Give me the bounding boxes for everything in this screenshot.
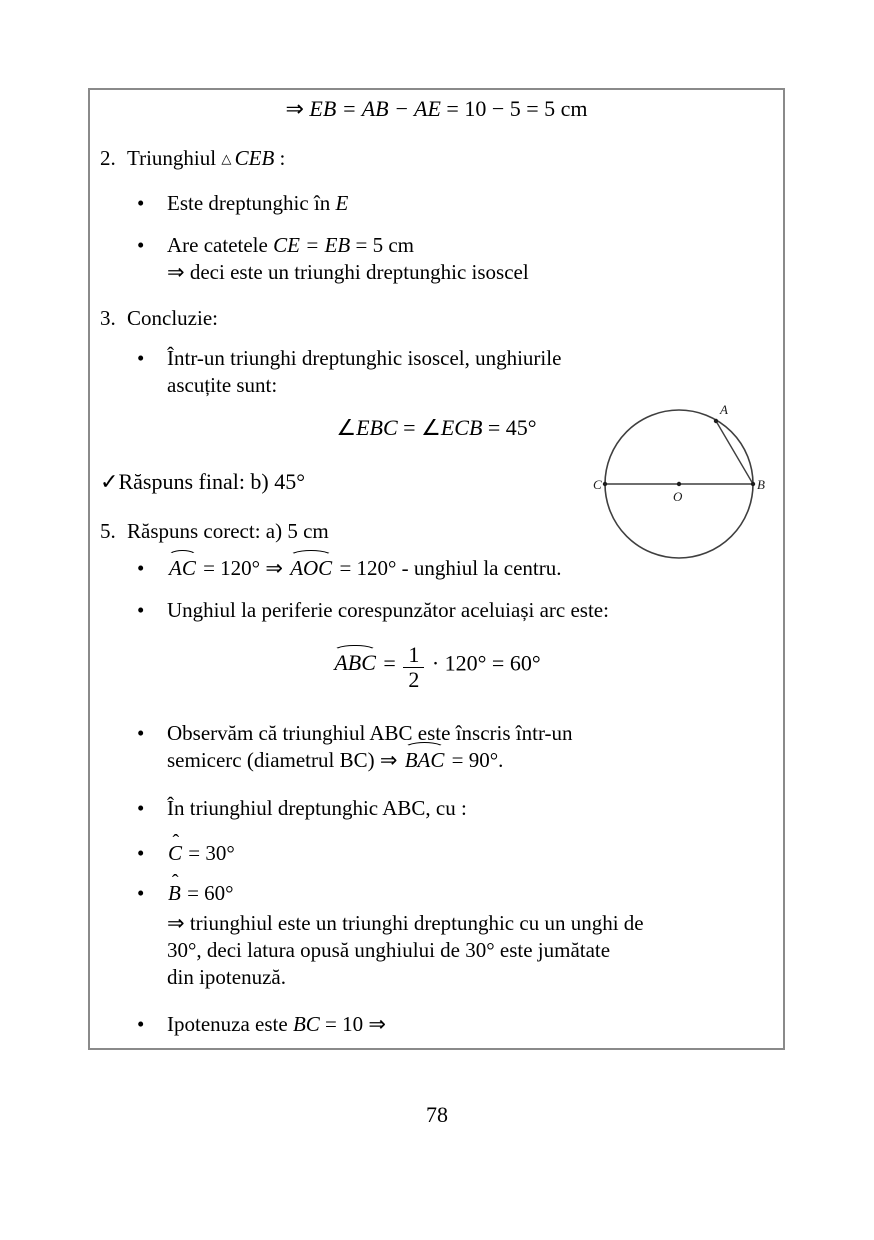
- item-3-heading: Concluzie:: [127, 306, 218, 331]
- point-a-dot: [714, 419, 718, 423]
- item-3-concluzie: [90, 305, 783, 332]
- solution-box: [88, 88, 785, 1050]
- arc-abc: ABC: [334, 650, 376, 676]
- bullet-unghi-periferie: [90, 597, 783, 624]
- equals: =: [377, 650, 402, 676]
- line-2: [167, 747, 783, 774]
- item-5-heading: Răspuns corect: a) 5 cm: [127, 519, 329, 544]
- text: semicerc (diametrul BC) ⇒: [167, 748, 403, 773]
- bullet-marker: •: [137, 556, 145, 581]
- bullet-semicerc: [90, 720, 783, 774]
- chord-ab: [716, 421, 753, 484]
- formula-abc-60: [90, 636, 783, 698]
- label-o: O: [673, 489, 683, 504]
- text: Este dreptunghic în: [167, 191, 336, 216]
- value: = 10 ⇒: [319, 1012, 386, 1037]
- math-vars: EB = AB − AE: [309, 96, 441, 121]
- conclusion-line-2: 30°, deci latura opusă unghiului de 30° este jumătate: [167, 938, 611, 963]
- value: = 45°: [482, 415, 537, 441]
- text: Are catetele: [167, 233, 274, 258]
- bullet-in-triunghiul: [90, 795, 783, 822]
- point-b-dot: [751, 482, 755, 486]
- bullet-text: În triunghiul dreptunghic ABC, cu :: [167, 796, 467, 821]
- isoscel-line: ⇒ deci este un triunghi dreptunghic isoscel: [167, 260, 529, 285]
- heading-text: Triunghiul: [127, 146, 222, 170]
- conclusion-line-3: din ipotenuză.: [167, 965, 286, 990]
- denominator: 2: [403, 667, 424, 692]
- label-a: A: [720, 402, 728, 417]
- catetele-line: [167, 232, 783, 259]
- bullet-ipotenuza: [90, 1011, 783, 1038]
- check-icon: ✓: [100, 469, 119, 495]
- hat-c: ˆ C: [167, 840, 183, 867]
- line-1: Observăm că triunghiul ABC este înscris într-un: [167, 721, 573, 746]
- bullet-marker: •: [137, 721, 145, 746]
- triangle-icon: △: [221, 151, 235, 167]
- bullet-text: [167, 720, 783, 774]
- value: = 30°: [183, 841, 235, 866]
- item-number: 5.: [100, 519, 116, 544]
- math-ceb: CEB: [234, 146, 275, 170]
- conclusion-line-1: ⇒ triunghiul este un triunghi dreptunghic cu un unghi de: [167, 911, 644, 936]
- angle-symbol: ∠: [421, 415, 441, 441]
- point-c-dot: [603, 482, 607, 486]
- bullet-text: [167, 232, 783, 286]
- circle-diagram: [593, 400, 771, 570]
- item-number: 3.: [100, 306, 116, 331]
- item-2-triunghiul: [90, 145, 783, 172]
- text: Ipotenuza este: [167, 1012, 293, 1037]
- angle-symbol: ∠: [336, 415, 357, 441]
- bullet-unghiuri-ascutite: [90, 345, 783, 399]
- item-number: 2.: [100, 146, 116, 170]
- math-e: E: [335, 191, 349, 216]
- equals: =: [397, 415, 422, 441]
- bullet-text: [167, 840, 783, 867]
- equation: = 120° ⇒: [197, 556, 289, 581]
- math-ebc: EBC: [356, 415, 398, 441]
- point-o-dot: [677, 482, 681, 486]
- label-b: B: [757, 477, 765, 492]
- bullet-marker: •: [137, 1012, 145, 1037]
- value: = 90°.: [446, 748, 504, 773]
- math-values: = 10 − 5 = 5 cm: [440, 96, 588, 121]
- arc-bac: BAC: [404, 748, 445, 773]
- math-bc: BC: [292, 1012, 320, 1037]
- line-1: Într-un triunghi dreptunghic isoscel, unghiurile: [167, 346, 562, 371]
- bullet-marker: •: [137, 598, 145, 623]
- bullet-marker: •: [137, 233, 145, 258]
- heading-colon: :: [274, 146, 286, 170]
- fraction-one-half: [401, 643, 426, 692]
- bullet-marker: •: [137, 796, 145, 821]
- bullet-text: Unghiul la periferie corespunzător aceluiași arc este:: [167, 598, 609, 623]
- bullet-catetele: [90, 232, 783, 286]
- hat-b: ˆ B: [167, 880, 182, 907]
- b-60-line: [167, 880, 783, 907]
- bullet-marker: •: [137, 841, 145, 866]
- item-2-heading: [127, 145, 285, 172]
- bullet-text: [167, 190, 783, 217]
- formula-eb-result: [90, 95, 783, 122]
- value: = 5 cm: [350, 233, 415, 258]
- math-ecb: ECB: [440, 415, 483, 441]
- bullet-dreptunghic-in-e: [90, 190, 783, 217]
- bullet-marker: •: [137, 346, 145, 371]
- value: · 120° = 60°: [426, 650, 541, 676]
- text: = 120° - unghiul la centru.: [334, 556, 562, 581]
- arc-aoc: AOC: [290, 556, 333, 581]
- numerator: 1: [408, 641, 420, 667]
- math-ce-eb: CE = EB: [273, 233, 351, 258]
- line-2: ascuțite sunt:: [167, 373, 278, 398]
- bullet-marker: •: [137, 881, 145, 906]
- bullet-text: [167, 1011, 783, 1038]
- final-answer-text: Răspuns final: b) 45°: [118, 469, 306, 495]
- bullet-text: [167, 345, 783, 399]
- label-c: C: [593, 477, 602, 492]
- bullet-marker: •: [137, 191, 145, 216]
- implies-arrow: ⇒: [285, 96, 310, 121]
- bullet-angle-c-30: [90, 840, 783, 867]
- bullet-angle-b-60: [90, 880, 783, 991]
- bullet-text: [167, 880, 783, 991]
- arc-ac: AC: [169, 556, 196, 581]
- page-number: 78: [426, 1102, 448, 1127]
- value: = 60°: [181, 881, 234, 906]
